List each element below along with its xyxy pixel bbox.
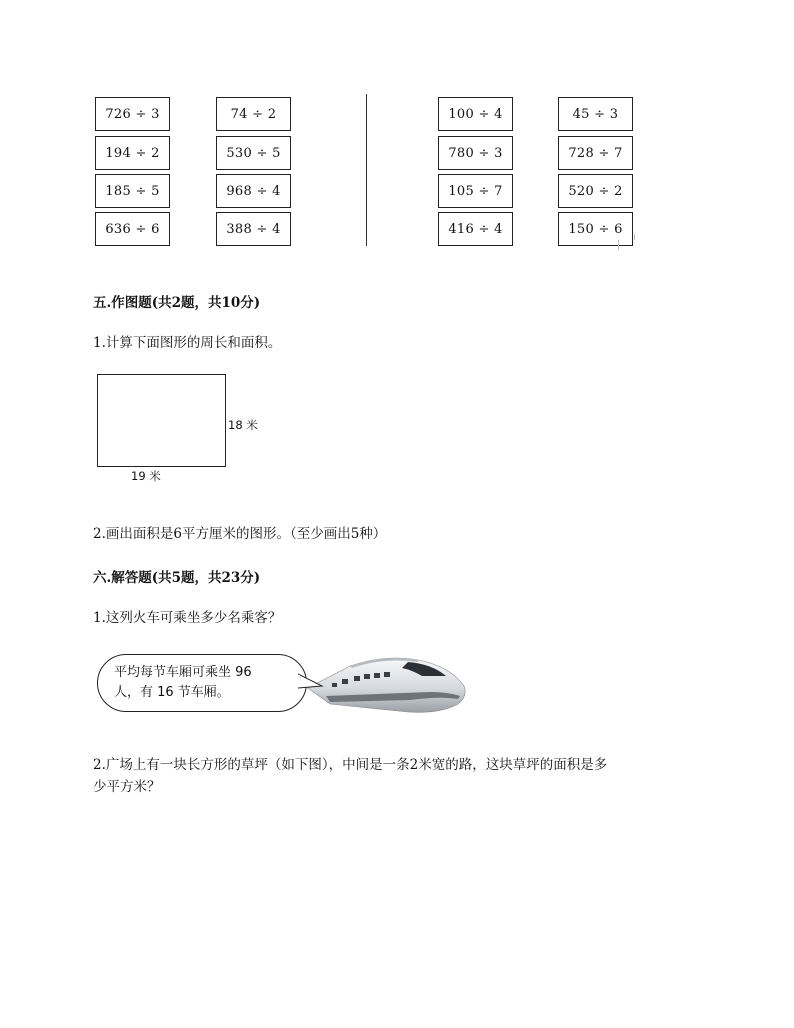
question-text: 1.计算下面图形的周长和面积。 [93,335,282,351]
division-box: 530 ÷ 5 [216,136,291,170]
division-box: 105 ÷ 7 [438,174,513,208]
division-box: 636 ÷ 6 [95,212,170,246]
division-box: 728 ÷ 7 [558,136,633,170]
train-body [308,658,465,712]
division-box: 416 ÷ 4 [438,212,513,246]
corner-mark [618,240,619,250]
division-box: 74 ÷ 2 [216,97,291,131]
division-box: 968 ÷ 4 [216,174,291,208]
division-box: 194 ÷ 2 [95,136,170,170]
division-box: 520 ÷ 2 [558,174,633,208]
section-heading: 五.作图题(共2题，共10分) [93,295,261,311]
speech-bubble [97,654,307,712]
question-text: 2.画出面积是6平方厘米的图形。（至少画出5种） [93,526,387,542]
division-box: 185 ÷ 5 [95,174,170,208]
division-box: 100 ÷ 4 [438,97,513,131]
speech-bubble-tail [298,672,324,692]
bubble-text-line: 平均每节车厢可乘坐 96 [114,665,252,680]
width-label: 19 米 [131,469,161,483]
division-box: 726 ÷ 3 [95,97,170,131]
bubble-text-line: 人，有 16 节车厢。 [114,685,230,700]
division-box: 780 ÷ 3 [438,136,513,170]
height-label: 18 米 [228,418,258,432]
division-box: 388 ÷ 4 [216,212,291,246]
division-box: 45 ÷ 3 [558,97,633,131]
division-box: 150 ÷ 6 [558,212,633,246]
question-text: 1.这列火车可乘坐多少名乘客？ [93,610,282,626]
question-text: 2.广场上有一块长方形的草坪（如下图），中间是一条2米宽的路，这块草坪的面积是多 [93,757,608,773]
section-heading: 六.解答题(共5题，共23分) [93,570,261,586]
column-divider [366,94,367,246]
corner-mark [634,234,635,240]
question-text: 少平方米？ [93,779,161,795]
rectangle-figure [97,374,226,467]
